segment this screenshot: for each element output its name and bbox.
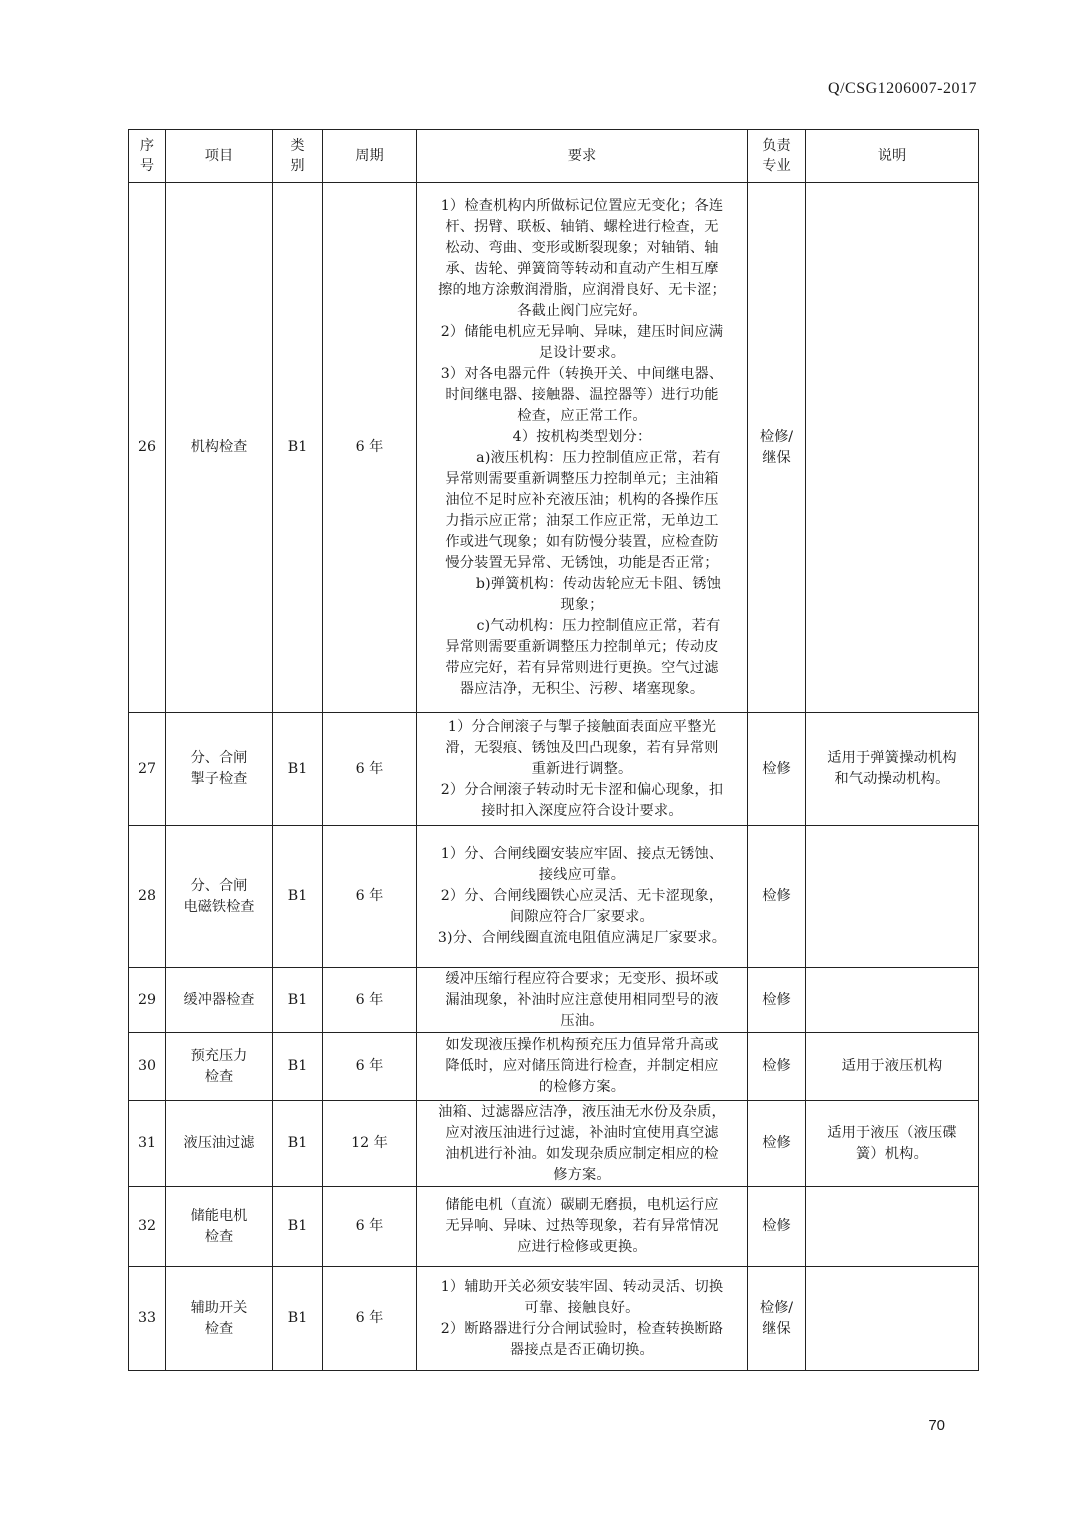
header-category: 类 别 <box>273 130 323 183</box>
row-requirements: 如发现液压操作机构预充压力值异常升高或 降低时，应对储压筒进行检查，并制定相应 的检修方案。 <box>417 1033 748 1101</box>
row-period: 6 年 <box>323 183 417 713</box>
row-period: 6 年 <box>323 713 417 826</box>
row-no: 26 <box>129 183 166 713</box>
row-responsible: 检修 <box>748 1187 806 1267</box>
row-responsible: 检修 <box>748 826 806 968</box>
table-row <box>129 1033 979 1101</box>
row-category: B1 <box>273 713 323 826</box>
row-category: B1 <box>273 183 323 713</box>
row-responsible: 检修 <box>748 713 806 826</box>
row-no: 31 <box>129 1101 166 1187</box>
row-notes <box>806 1187 979 1267</box>
row-no: 29 <box>129 968 166 1033</box>
page-number: 70 <box>928 1417 945 1434</box>
header-notes: 说明 <box>806 130 979 183</box>
row-responsible: 检修 <box>748 1033 806 1101</box>
row-category: B1 <box>273 1101 323 1187</box>
row-no: 32 <box>129 1187 166 1267</box>
row-period: 12 年 <box>323 1101 417 1187</box>
table-header-row <box>129 130 979 183</box>
row-item: 缓冲器检查 <box>166 968 273 1033</box>
row-requirements: 1）检查机构内所做标记位置应无变化；各连 杆、拐臂、联板、轴销、螺栓进行检查，无 松动、弯曲、变形或断裂现象；对轴销、轴 承、齿轮、弹簧筒等转动和直动产生相互摩 擦的地方涂敷润滑脂，应润滑良好、无卡涩； 各截止阀门应完好。 2）储能电机应无异响、异味，建压时间应满 足设计要求。 3）对各电器元件（转换开关、中间继电器、 时间继电器、接触器、温控器等）进行功能 检查，应正常工作。 4）按机构类型划分： a)液压机构：压力控制值应正常，若有 异常则需要重新调整压力控制单元；主油箱 油位不足时应补充液压油；机构的各操作压 力指示应正常；油泵工作应正常，无单边工 作或进气现象；如有防慢分装置，应检查防 慢分装置无异常、无锈蚀，功能是否正常； b)弹簧机构：传动齿轮应无卡阻、锈蚀 现象； c)气动机构：压力控制值应正常，若有 异常则需要重新调整压力控制单元；传动皮 带应完好，若有异常则进行更换。空气过滤 器应洁净，无积尘、污秽、堵塞现象。 <box>417 183 748 713</box>
table-row <box>129 183 979 713</box>
row-responsible: 检修 <box>748 1101 806 1187</box>
table-row <box>129 1267 979 1371</box>
row-no: 30 <box>129 1033 166 1101</box>
row-requirements: 1）辅助开关必须安装牢固、转动灵活、切换 可靠、接触良好。 2）断路器进行分合闸试验时，检查转换断路 器接点是否正确切换。 <box>417 1267 748 1371</box>
row-period: 6 年 <box>323 1033 417 1101</box>
row-notes <box>806 968 979 1033</box>
row-item: 储能电机 检查 <box>166 1187 273 1267</box>
row-category: B1 <box>273 1267 323 1371</box>
row-item: 预充压力 检查 <box>166 1033 273 1101</box>
table-row <box>129 826 979 968</box>
row-item: 机构检查 <box>166 183 273 713</box>
row-notes: 适用于液压机构 <box>806 1033 979 1101</box>
row-item: 分、合闸 电磁铁检查 <box>166 826 273 968</box>
header-period: 周期 <box>323 130 417 183</box>
row-requirements: 储能电机（直流）碳刷无磨损，电机运行应 无异响、异味、过热等现象，若有异常情况 应进行检修或更换。 <box>417 1187 748 1267</box>
row-category: B1 <box>273 1033 323 1101</box>
row-responsible: 检修/ 继保 <box>748 1267 806 1371</box>
row-item: 分、合闸 掣子检查 <box>166 713 273 826</box>
row-responsible: 检修/ 继保 <box>748 183 806 713</box>
row-requirements: 1）分合闸滚子与掣子接触面表面应平整光 滑，无裂痕、锈蚀及凹凸现象，若有异常则 重新进行调整。 2）分合闸滚子转动时无卡涩和偏心现象，扣 接时扣入深度应符合设计要求。 <box>417 713 748 826</box>
header-requirements: 要求 <box>417 130 748 183</box>
row-notes <box>806 183 979 713</box>
header-responsible: 负责 专业 <box>748 130 806 183</box>
document-code: Q/CSG1206007-2017 <box>828 80 977 97</box>
row-notes <box>806 1267 979 1371</box>
row-notes <box>806 826 979 968</box>
row-requirements: 缓冲压缩行程应符合要求；无变形、损坏或 漏油现象，补油时应注意使用相同型号的液 压油。 <box>417 968 748 1033</box>
table-row <box>129 1187 979 1267</box>
row-no: 28 <box>129 826 166 968</box>
row-category: B1 <box>273 968 323 1033</box>
row-notes: 适用于液压（液压碟 簧）机构。 <box>806 1101 979 1187</box>
maintenance-table <box>128 129 979 1371</box>
row-period: 6 年 <box>323 968 417 1033</box>
row-no: 33 <box>129 1267 166 1371</box>
row-no: 27 <box>129 713 166 826</box>
row-period: 6 年 <box>323 1267 417 1371</box>
table-row <box>129 713 979 826</box>
row-requirements: 1）分、合闸线圈安装应牢固、接点无锈蚀、 接线应可靠。 2）分、合闸线圈铁心应灵活、无卡涩现象， 间隙应符合厂家要求。 3)分、合闸线圈直流电阻值应满足厂家要求。 <box>417 826 748 968</box>
row-item: 液压油过滤 <box>166 1101 273 1187</box>
row-category: B1 <box>273 1187 323 1267</box>
row-responsible: 检修 <box>748 968 806 1033</box>
row-notes: 适用于弹簧操动机构 和气动操动机构。 <box>806 713 979 826</box>
row-item: 辅助开关 检查 <box>166 1267 273 1371</box>
row-requirements: 油箱、过滤器应洁净，液压油无水份及杂质， 应对液压油进行过滤，补油时宜使用真空滤 油机进行补油。如发现杂质应制定相应的检 修方案。 <box>417 1101 748 1187</box>
header-no: 序 号 <box>129 130 166 183</box>
row-period: 6 年 <box>323 1187 417 1267</box>
header-item: 项目 <box>166 130 273 183</box>
table-row <box>129 1101 979 1187</box>
row-period: 6 年 <box>323 826 417 968</box>
row-category: B1 <box>273 826 323 968</box>
table-row <box>129 968 979 1033</box>
